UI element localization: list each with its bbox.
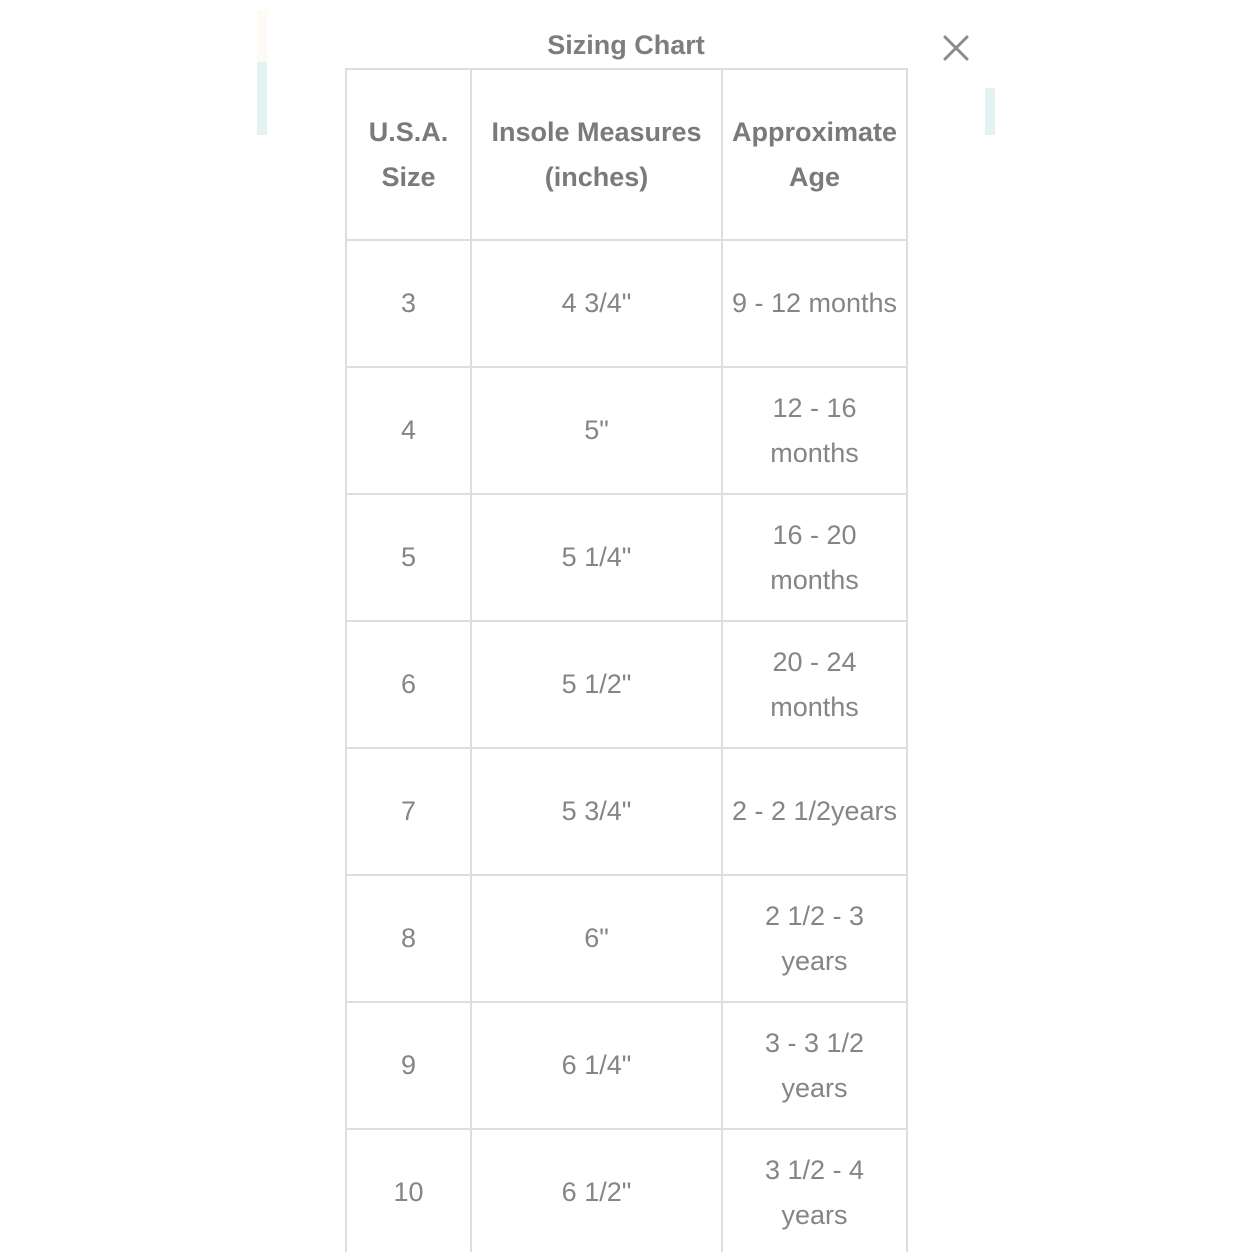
header-usa-size: U.S.A. Size xyxy=(346,69,471,240)
table-row xyxy=(346,748,907,875)
cell-age: 9 - 12 months xyxy=(722,240,907,367)
close-button[interactable] xyxy=(936,28,976,68)
cell-size: 3 xyxy=(346,240,471,367)
cell-size: 9 xyxy=(346,1002,471,1129)
cell-size: 10 xyxy=(346,1129,471,1252)
modal-title: Sizing Chart xyxy=(547,30,705,60)
cell-insole: 6 1/4" xyxy=(471,1002,722,1129)
cell-age: 2 1/2 - 3 years xyxy=(722,875,907,1002)
table-row xyxy=(346,1129,907,1252)
cell-age: 12 - 16 months xyxy=(722,367,907,494)
cell-age: 20 - 24 months xyxy=(722,621,907,748)
cell-insole: 5 1/4" xyxy=(471,494,722,621)
cell-insole: 6 1/2" xyxy=(471,1129,722,1252)
background-strip xyxy=(257,62,267,135)
cell-insole: 5" xyxy=(471,367,722,494)
cell-size: 5 xyxy=(346,494,471,621)
table-row xyxy=(346,367,907,494)
close-icon xyxy=(936,28,976,68)
cell-insole: 5 3/4" xyxy=(471,748,722,875)
cell-insole: 6" xyxy=(471,875,722,1002)
table-row xyxy=(346,240,907,367)
cell-size: 6 xyxy=(346,621,471,748)
table-row xyxy=(346,1002,907,1129)
cell-size: 7 xyxy=(346,748,471,875)
cell-insole: 4 3/4" xyxy=(471,240,722,367)
background-strip xyxy=(257,10,267,62)
table-row xyxy=(346,494,907,621)
table-header-row xyxy=(346,69,907,240)
cell-age: 3 - 3 1/2 years xyxy=(722,1002,907,1129)
background-strip xyxy=(985,88,995,135)
header-approximate-age: Approximate Age xyxy=(722,69,907,240)
cell-age: 2 - 2 1/2years xyxy=(722,748,907,875)
header-insole-measures: Insole Measures (inches) xyxy=(471,69,722,240)
table-row xyxy=(346,875,907,1002)
cell-age: 16 - 20 months xyxy=(722,494,907,621)
cell-size: 8 xyxy=(346,875,471,1002)
cell-age: 3 1/2 - 4 years xyxy=(722,1129,907,1252)
table-row xyxy=(346,621,907,748)
cell-size: 4 xyxy=(346,367,471,494)
cell-insole: 5 1/2" xyxy=(471,621,722,748)
sizing-table xyxy=(345,68,908,1252)
